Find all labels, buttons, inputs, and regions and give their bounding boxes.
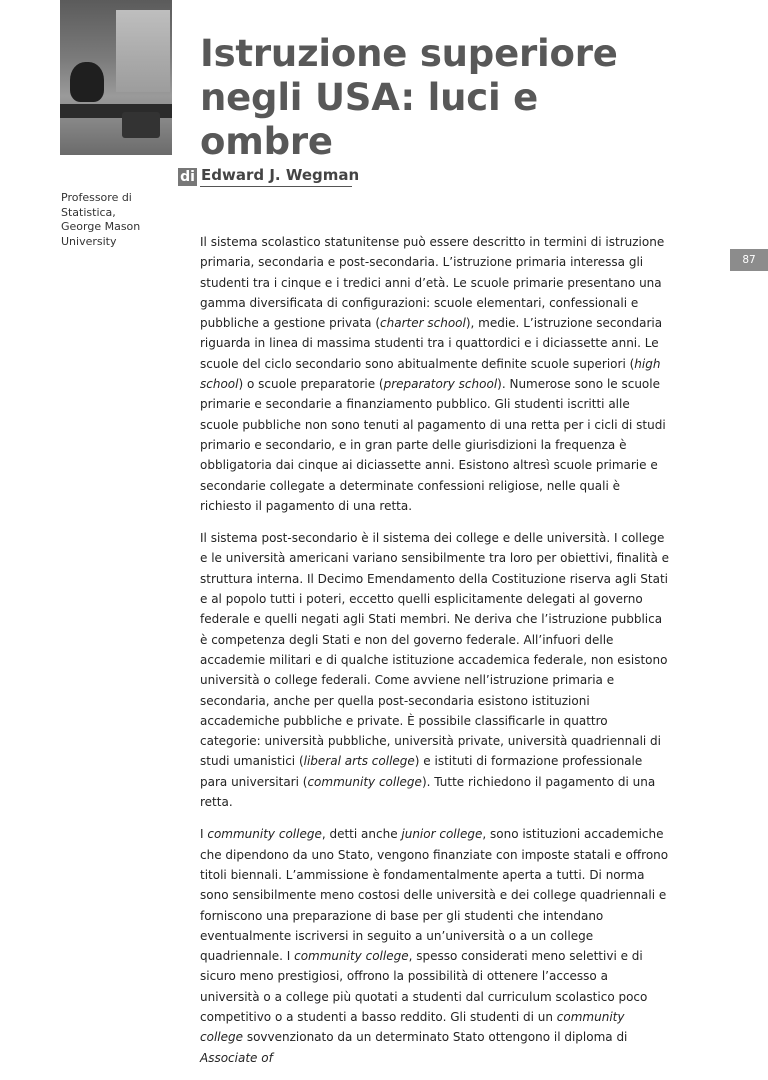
text-run: , sono istituzioni accademiche che dipendono da uno Stato, vengono finanziate con imposte statali e offrono titoli biennali. L’ammissione è fondamentalmente aperta a tutti. Di norma sono sensibilmente meno costosi delle università e dei college quadriennali e forniscono una preparazione di base per gli studenti che intendano eventualmente iscriversi in seguito a un’università o a un college quadriennale. I — [200, 827, 669, 964]
text-run: Il sistema post-secondario è il sistema dei college e delle università. I college e le università americani variano sensibilmente tra loro per obiettivi, finalità e struttura interna. Il Decimo Emendamento della Costituzione riserva agli Stati e al popolo tutti i poteri, eccetto quelli esplicitamente delegati al governo federale e quelli negati agli Stati membri. Ne deriva che l’istruzione pubblica è competenza degli Stati e non del governo federale. All’infuori delle accademie militari e di qualche istituzione accademica federale, non esistono università o college federali. Come avviene nell’istruzione primaria e secondaria, anche per quella post-secondaria esistono istituzioni accademiche pubbliche e private. È possibile classificarle in quattro categorie: università pubbliche, università private, università quadriennali di studi umanistici ( — [200, 531, 670, 769]
text-run: , detti anche — [321, 827, 402, 842]
text-run: ). Tutte richiedono il pagamento di una retta. — [200, 774, 656, 810]
text-run: I — [200, 827, 208, 842]
affiliation-line: Professore di Statistica, — [61, 191, 132, 219]
affiliation-line: George Mason — [61, 220, 141, 233]
italic-term: community college — [294, 949, 409, 964]
page-number: 87 — [730, 249, 768, 271]
italic-term: community college — [207, 827, 322, 842]
body-paragraph — [200, 824, 670, 1068]
italic-term: high school — [200, 356, 661, 392]
photo-person — [70, 62, 104, 102]
header-photo — [60, 0, 172, 155]
photo-window — [116, 10, 170, 92]
text-run: , spesso considerati meno selettivi e di sicuro meno prestigiosi, offrono la possibilità di ottenere l’accesso a università o a college più quotati a studenti dal curriculum scolastico poco competitivo o a studenti a basso reddito. Gli studenti di un — [200, 949, 648, 1024]
text-run: ), medie. L’istruzione secondaria riguarda in linea di massima studenti tra i quattordici e i diciassette anni. Le scuole del ciclo secondario sono abitualmente definite scuole superiori ( — [200, 316, 663, 371]
author-name: Edward J. Wegman — [201, 166, 360, 184]
italic-term: liberal arts college — [303, 754, 415, 769]
text-run: ) e istituti di formazione professionale para universitari ( — [200, 754, 643, 789]
byline-rule — [200, 186, 352, 187]
photo-chair — [122, 112, 160, 138]
text-run: ) o scuole preparatorie ( — [238, 377, 384, 392]
text-run: sovvenzionato da un determinato Stato ottengono il diploma di — [243, 1030, 628, 1045]
article-body — [200, 232, 670, 1080]
italic-term: community college — [200, 1009, 625, 1045]
body-paragraph — [200, 232, 670, 516]
italic-term: charter school — [380, 316, 466, 331]
body-paragraph — [200, 528, 670, 812]
text-run: Il sistema scolastico statunitense può essere descritto in termini di istruzione primaria, secondaria e post-secondaria. L’istruzione primaria interessa gli studenti tra i cinque e i tredici anni d’età. Le scuole primarie presentano una gamma diversificata di configurazioni: scuole elementari, confessionali e pubbliche a gestione privata ( — [200, 235, 665, 331]
italic-term: Associate of — [200, 1050, 273, 1065]
affiliation-line: University — [61, 234, 117, 248]
text-run: ). Numerose sono le scuole primarie e secondarie a finanziamento pubblico. Gli studenti iscritti alle scuole pubbliche non sono tenuti al pagamento di una retta per i cicli di studi primario e secondario, e in gran parte delle giurisdizioni la frequenza è obbligatoria dai cinque ai diciassette anni. Esistono altresì scuole primarie e secondarie collegate a determinate confessioni religiose, nelle quali è richiesto il pagamento di una retta. — [200, 377, 666, 513]
byline-prefix: di — [178, 168, 197, 186]
author-affiliation — [61, 191, 179, 249]
article-title — [200, 32, 670, 164]
italic-term: preparatory school — [383, 377, 498, 392]
italic-term: community college — [307, 774, 422, 789]
italic-term: junior college — [401, 827, 483, 842]
title-line-2: negli USA: luci e ombre — [200, 76, 539, 163]
title-line-1: Istruzione superiore — [200, 32, 618, 75]
